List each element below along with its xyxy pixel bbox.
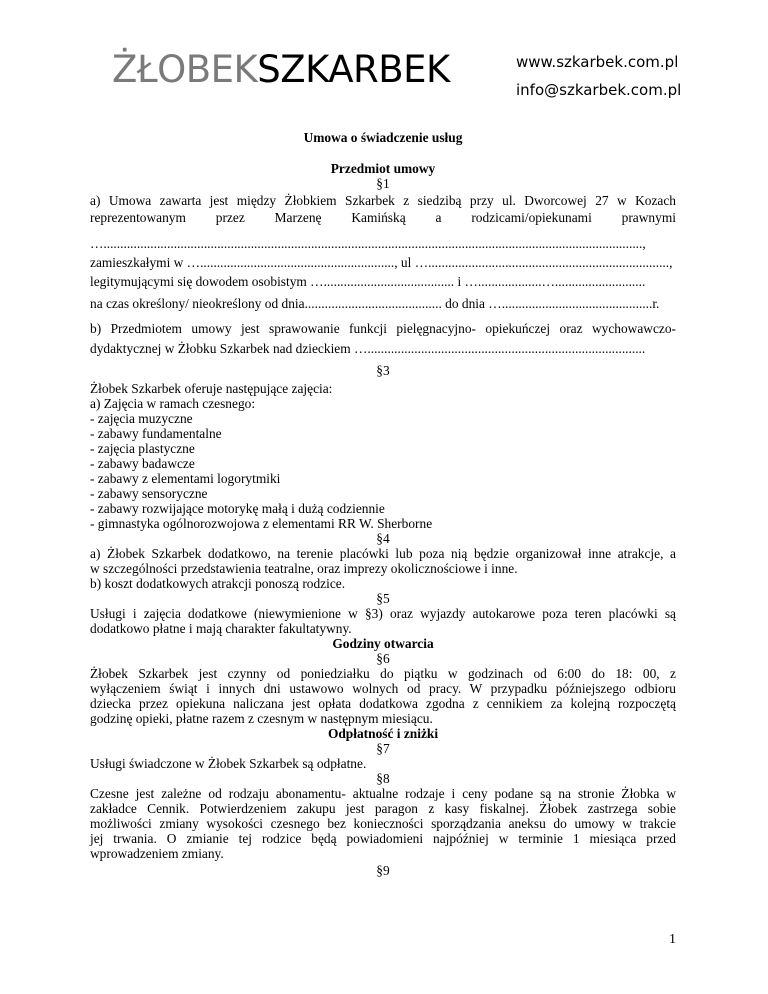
logo-part-1: ŻŁOBEK <box>112 48 258 91</box>
paragraph-6-line-4: godzinę opieki, płatne razem z czesnym w następnym miesiącu. <box>90 711 433 726</box>
list-item: - zabawy rozwijające motorykę małą i dużą codziennie <box>90 501 385 516</box>
paragraph-3-number: §3 <box>376 363 390 378</box>
paragraph-3-a: a) Zajęcia w ramach czesnego: <box>90 396 256 411</box>
paragraph-1b-line-1: b) Przedmiotem umowy jest sprawowanie funkcji pielęgnacyjno- opiekuńczej oraz wychowawczo- <box>90 321 676 336</box>
email-link[interactable]: info@szkarbek.com.pl <box>516 81 682 99</box>
paragraph-1b-line-2: dydaktycznej w Żłobku Szkarbek nad dzieckiem …................................................................................... <box>90 341 646 356</box>
word: prawnymi <box>621 210 676 225</box>
paragraph-4a-line-2: w szczególności przedstawienia teatralne, oraz imprezy okolicznościowe i inne. <box>90 561 518 576</box>
website-link[interactable]: www.szkarbek.com.pl <box>516 53 679 71</box>
fill-line-period: na czas określony/ nieokreślony od dnia......................................... do dnia ….............................................r. <box>90 296 660 311</box>
section-heading-fees: Odpłatność i zniżki <box>327 726 439 741</box>
fill-line-parent-names: …................................................................................................................................................................., <box>90 236 646 251</box>
paragraph-8-line-4: jej trwania. O zmianie tej rodzice będą powiadomieni najpóźniej w terminie 1 miesiąca przed <box>90 831 676 846</box>
fill-line-address: zamieszkałymi w ….........................................................., ul …........................................................................, <box>90 255 673 270</box>
word: rodzicami/opiekunami <box>471 210 592 225</box>
logo <box>112 48 450 92</box>
paragraph-4-number: §4 <box>376 531 390 546</box>
list-item: - zabawy fundamentalne <box>90 426 222 441</box>
list-item: - gimnastyka ogólnorozwojowa z elementami RR W. Sherborne <box>90 516 433 531</box>
word: a <box>435 210 442 225</box>
list-item: - zajęcia plastyczne <box>90 441 195 456</box>
paragraph-1-number: §1 <box>376 176 390 191</box>
paragraph-6-line-1: Żłobek Szkarbek jest czynny od poniedziałku do piątku w godzinach od 6:00 do 18: 00, z <box>90 666 676 681</box>
paragraph-8-line-3: możliwości zmiany wysokości czesnego bez konieczności sporządzania aneksu do umowy w trakcie <box>90 816 676 831</box>
list-item: - zabawy badawcze <box>90 456 195 471</box>
section-heading-subject: Przedmiot umowy <box>330 161 436 176</box>
word: przez <box>215 210 245 225</box>
paragraph-8-line-2: zakładce Cennik. Potwierdzeniem zakupu jest paragon z kasy fiskalnej. Żłobek zastrzega sobie <box>90 801 676 816</box>
paragraph-8-line-1: Czesne jest zależne od rodzaju abonamentu- aktualne rodzaje i ceny podane są na stronie Żłobka w <box>90 786 676 801</box>
section-heading-hours: Godziny otwarcia <box>332 636 434 651</box>
page-number: 1 <box>669 932 676 947</box>
paragraph-3-intro: Żłobek Szkarbek oferuje następujące zajęcia: <box>90 381 333 396</box>
paragraph-6-number: §6 <box>376 651 390 666</box>
paragraph-5-line-1: Usługi i zajęcia dodatkowe (niewymienione w §3) oraz wyjazdy autokarowe poza teren placówki są <box>90 606 676 621</box>
list-item: - zajęcia muzyczne <box>90 411 193 426</box>
paragraph-5-number: §5 <box>376 591 390 606</box>
list-item: - zabawy sensoryczne <box>90 486 208 501</box>
word: Marzenę <box>274 210 322 225</box>
list-item: - zabawy z elementami logorytmiki <box>90 471 281 486</box>
word: reprezentowanym <box>90 210 186 225</box>
paragraph-4a-line-1: a) Żłobek Szkarbek dodatkowo, na terenie placówki lub poza nią będzie organizował inne atrakcje, a <box>90 546 676 561</box>
logo-part-2: SZKARBEK <box>257 48 450 91</box>
paragraph-9-number: §9 <box>376 863 390 878</box>
paragraph-6-line-2: wyłączeniem świąt i innych dni ustawowo wolnych od pracy. W przypadku późniejszego odbioru <box>90 681 676 696</box>
paragraph-6-line-3: dziecka przez opiekuna naliczana jest opłata dodatkowa zgodna z cennikiem za kolejną rozpoczętą <box>90 696 676 711</box>
paragraph-4b: b) koszt dodatkowych atrakcji ponoszą rodzice. <box>90 576 346 591</box>
paragraph-8-number: §8 <box>376 771 390 786</box>
document-title: Umowa o świadczenie usług <box>303 130 463 145</box>
paragraph-7-line-1: Usługi świadczone w Żłobek Szkarbek są odpłatne. <box>90 756 367 771</box>
word: Kamińską <box>351 210 406 225</box>
fill-line-id-card: legitymującymi się dowodem osobistym …....................................... i …...................…........................... <box>90 274 646 289</box>
paragraph-1a-line-2 <box>90 210 676 226</box>
paragraph-8-line-5: wprowadzeniem zmiany. <box>90 846 224 861</box>
paragraph-1a-line-1: a) Umowa zawarta jest między Żłobkiem Szkarbek z siedzibą przy ul. Dworcowej 27 w Kozach <box>90 193 676 208</box>
paragraph-5-line-2: dodatkowo płatne i mają charakter fakultatywny. <box>90 621 352 636</box>
paragraph-7-number: §7 <box>376 741 390 756</box>
